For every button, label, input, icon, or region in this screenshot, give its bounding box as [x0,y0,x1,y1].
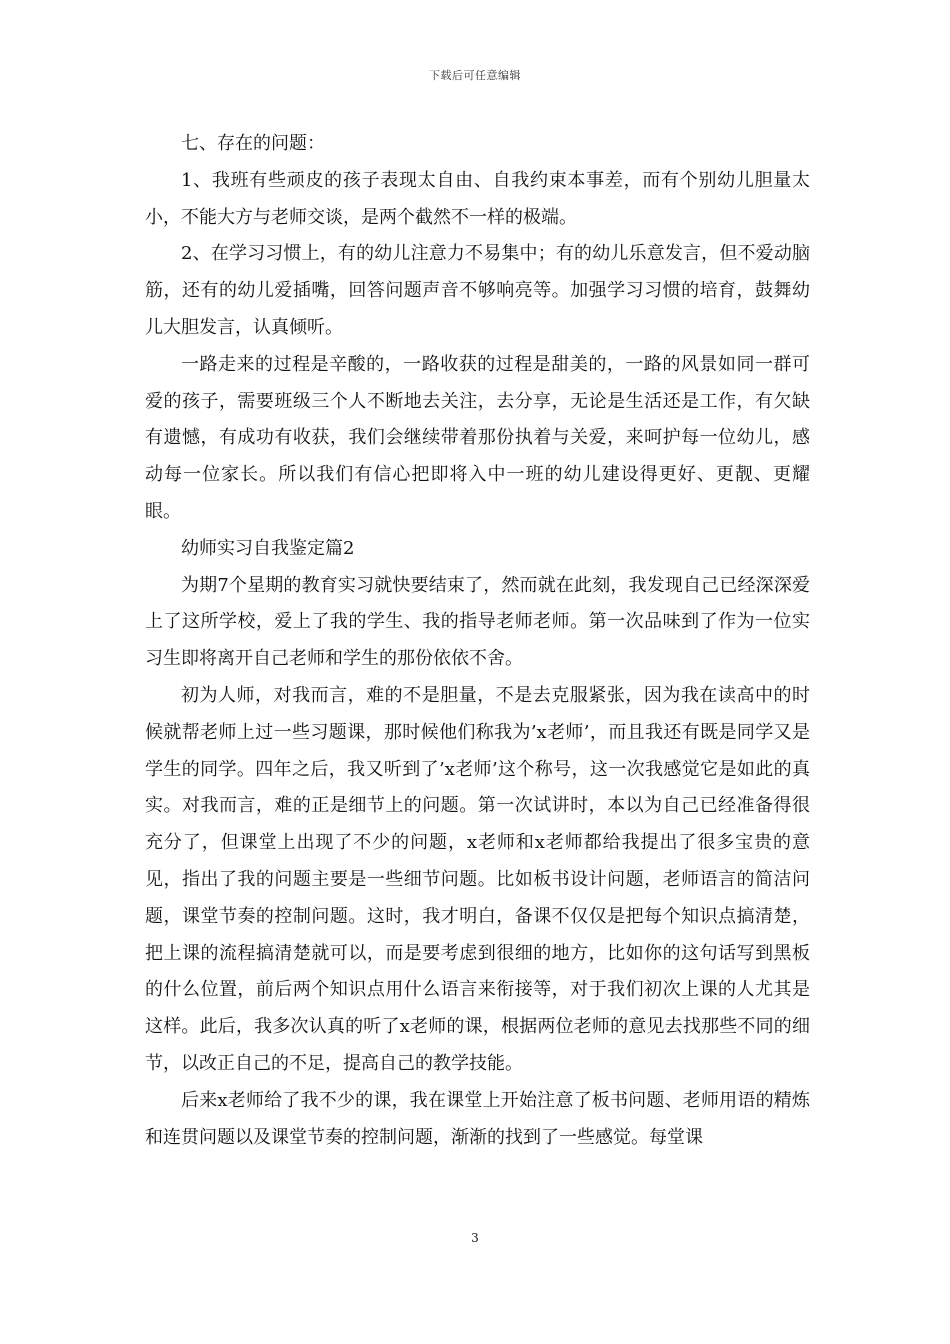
section-heading-problems: 七、存在的问题： [181,133,325,154]
paragraph: 为期7个星期的教育实习就快要结束了，然而就在此刻，我发现自己已经深深爱上了这所学校，爱上了我的学生、我的指导老师老师。第一次品味到了作为一位实习生即将离开自己老师和学生的那份依依不舍。 [145,574,810,670]
page-number: 3 [471,1231,479,1245]
paragraph: 2、在学习习惯上，有的幼儿注意力不易集中；有的幼儿乐意发言，但不爱动脑筋，还有的幼儿爱插嘴，回答问题声音不够响亮等。加强学习习惯的培育，鼓舞幼儿大胆发言，认真倾听。 [145,243,810,338]
paragraph: 1、我班有些顽皮的孩子表现太自由、自我约束本事差，而有个别幼儿胆量太小，不能大方与老师交谈，是两个截然不一样的极端。 [145,169,810,228]
article-heading: 幼师实习自我鉴定篇2 [181,537,355,559]
paragraph: 初为人师，对我而言，难的不是胆量，不是去克服紧张，因为我在读高中的时候就帮老师上过一些习题课，那时候他们称我为’x老师’，而且我还有既是同学又是学生的同学。四年之后，我又听到了’x老师’这个称号，这一次我感觉它是如此的真实。对我而言，难的正是细节上的问题。第一次试讲时，本以为自己已经准备得很充分了，但课堂上出现了不少的问题，x老师和x老师都给我提出了很多宝贵的意见，指出了我的问题主要是一些细节问题。比如板书设计问题，老师语言的简洁问题，课堂节奏的控制问题。这时，我才明白，备课不仅仅是把每个知识点搞清楚，把上课的流程搞清楚就可以，而是要考虑到很细的地方，比如你的这句话写到黑板的什么位置，前后两个知识点用什么语言来衔接等，对于我们初次上课的人尤其是这样。此后，我多次认真的听了x老师的课，根据两位老师的意见去找那些不同的细节，以改正自己的不足，提高自己的教学技能。 [145,684,810,1074]
paragraph: 一路走来的过程是辛酸的，一路收获的过程是甜美的，一路的风景如同一群可爱的孩子，需要班级三个人不断地去关注，去分享，无论是生活还是工作，有欠缺有遗憾，有成功有收获，我们会继续带着那份执着与关爱，来呵护每一位幼儿，感动每一位家长。所以我们有信心把即将入中一班的幼儿建设得更好、更靓、更耀眼。 [145,353,810,522]
page-header: 下载后可任意编辑 [429,69,521,82]
document-body [145,126,810,1156]
paragraph: 后来x老师给了我不少的课，我在课堂上开始注意了板书问题、老师用语的精炼和连贯问题以及课堂节奏的控制问题，渐渐的找到了一些感觉。每堂课 [145,1089,810,1148]
